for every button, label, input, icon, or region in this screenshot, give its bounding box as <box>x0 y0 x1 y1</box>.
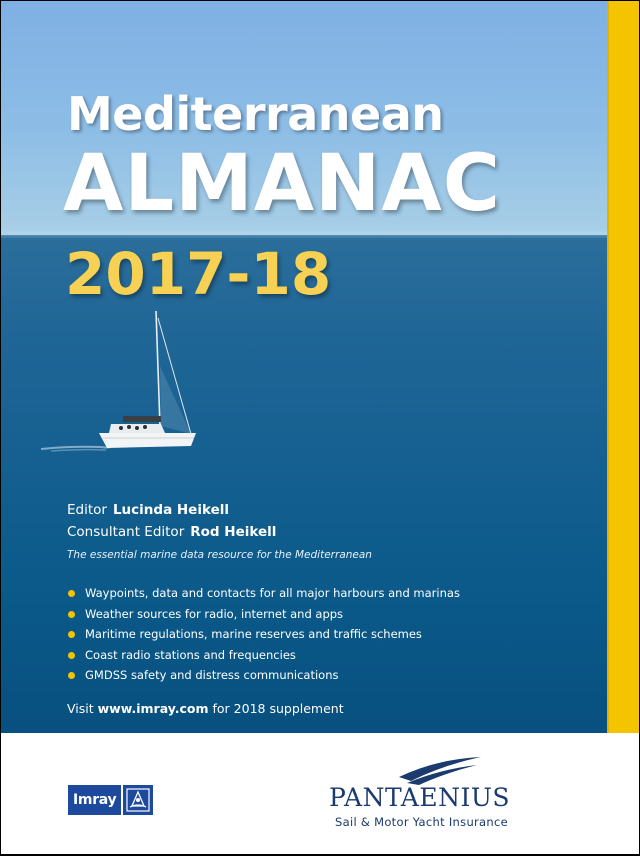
list-item <box>67 624 460 645</box>
list-item-text: Maritime regulations, marine reserves and traffic schemes <box>85 627 422 641</box>
accent-strip <box>607 1 639 733</box>
list-item-text: GMDSS safety and distress communications <box>85 668 339 682</box>
editor-name: Lucinda Heikell <box>112 502 229 518</box>
horizon <box>1 229 607 239</box>
editors-block <box>67 499 276 543</box>
visit-suffix: for 2018 supplement <box>212 701 344 716</box>
title-almanac: ALMANAC <box>63 139 501 229</box>
book-cover <box>1 1 639 854</box>
sailboat-image <box>41 306 211 456</box>
visit-url: www.imray.com <box>97 701 209 716</box>
editor-label: Editor <box>67 502 107 518</box>
imray-logo-text: Imray <box>68 785 121 815</box>
consultant-editor-label: Consultant Editor <box>67 524 185 540</box>
pantaenius-name: PANTAENIUS <box>329 783 511 812</box>
visit-prefix: Visit <box>67 701 94 716</box>
imray-emblem-icon <box>121 785 153 815</box>
imray-logo <box>68 785 161 815</box>
list-item <box>67 583 460 604</box>
bullet-icon <box>68 631 75 638</box>
pantaenius-subtitle: Sail & Motor Yacht Insurance <box>335 815 508 829</box>
bullet-icon <box>68 672 75 679</box>
title-mediterranean: Mediterranean <box>67 87 444 141</box>
bullet-icon <box>68 590 75 597</box>
feature-list <box>67 583 460 686</box>
tagline: The essential marine data resource for the Mediterranean <box>67 549 372 561</box>
list-item-text: Coast radio stations and frequencies <box>85 647 296 662</box>
pantaenius-swoosh-icon <box>397 755 483 785</box>
consultant-editor-name: Rod Heikell <box>190 524 277 540</box>
list-item <box>67 645 460 666</box>
visit-line <box>67 701 344 716</box>
title-year: 2017-18 <box>65 240 332 308</box>
bullet-icon <box>68 652 75 659</box>
bullet-icon <box>68 611 75 618</box>
list-item-text: Waypoints, data and contacts for all major harbours and marinas <box>85 586 460 600</box>
editor-row <box>67 499 276 521</box>
consultant-editor-row <box>67 521 276 543</box>
list-item-text: Weather sources for radio, internet and apps <box>85 606 344 621</box>
list-item <box>67 604 460 625</box>
pantaenius-logo <box>329 755 549 835</box>
list-item <box>67 665 460 686</box>
